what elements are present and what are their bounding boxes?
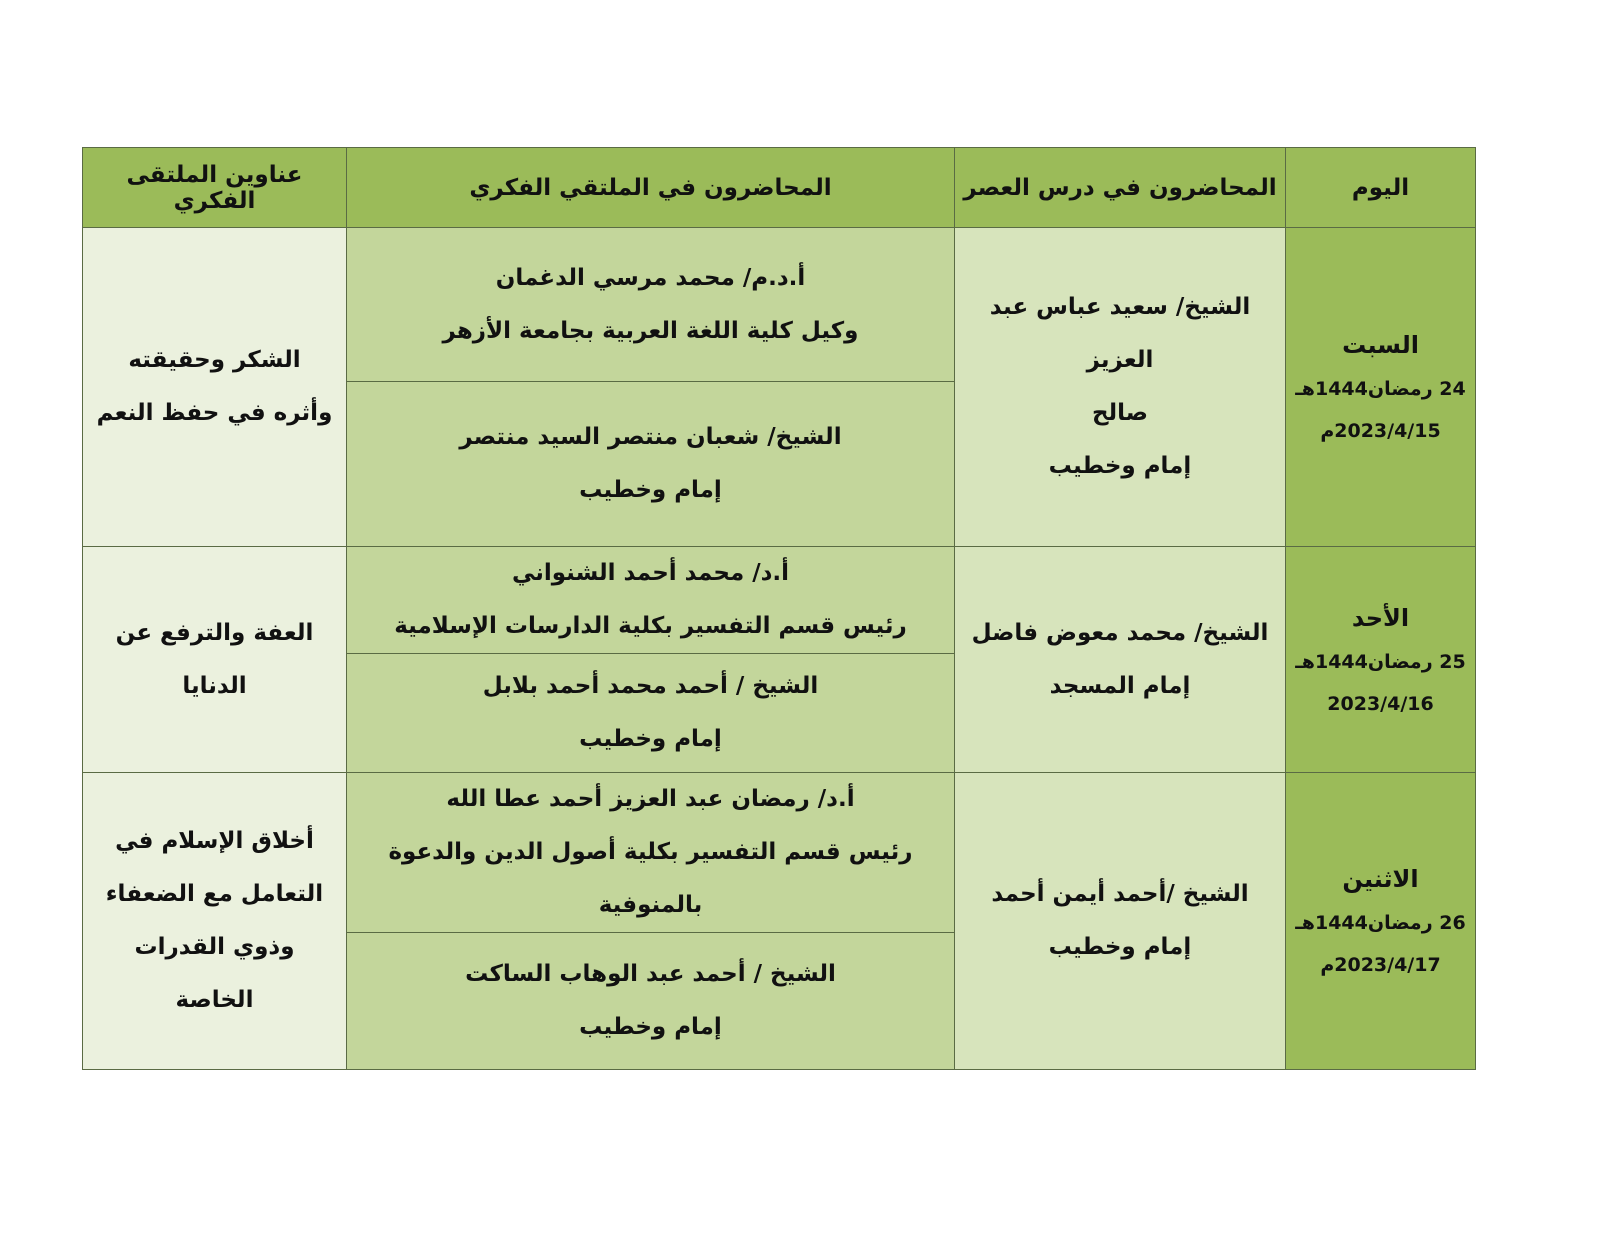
forum-lecturer-cell (347, 228, 955, 382)
day-name: الاثنين (1342, 865, 1419, 893)
topic-title: الشكر وحقيقته وأثره في حفظ النعم (96, 347, 333, 426)
asr-lecturer-cell (955, 228, 1286, 547)
forum-lecturer-cell (347, 654, 955, 773)
lecturer-name: الشيخ / أحمد محمد أحمد بلابل (482, 673, 819, 699)
topic-cell (83, 773, 347, 1070)
header-forum-lecturers: المحاضرون في الملتقي الفكري (347, 148, 955, 228)
lecturer-title: رئيس قسم التفسير بكلية الدارسات الإسلامية (394, 613, 907, 639)
hijri-date: 24 رمضان1444هـ (1295, 378, 1466, 400)
table-row (83, 228, 1476, 382)
topic-cell (83, 547, 347, 773)
table-row (83, 773, 1476, 933)
topic-cell (83, 228, 347, 547)
lecturer-name: أ.د/ محمد أحمد الشنواني (511, 560, 790, 586)
lecturer-title: إمام وخطيب (579, 726, 722, 752)
gregorian-date: 2023/4/17م (1320, 954, 1441, 976)
lecturer-title: إمام وخطيب (579, 477, 722, 503)
asr-lecturer-title: إمام وخطيب (1048, 934, 1192, 960)
lecturer-name: أ.د/ رمضان عبد العزيز أحمد عطا الله (446, 786, 855, 812)
asr-lecturer-name: الشيخ/ محمد معوض فاضل (971, 619, 1269, 646)
header-day: اليوم (1286, 148, 1476, 228)
topic-title: أخلاق الإسلام في التعامل مع الضعفاء وذوي القدرات الخاصة (105, 828, 324, 1013)
hijri-date: 26 رمضان1444هـ (1295, 912, 1466, 934)
day-name: الأحد (1351, 603, 1410, 632)
asr-lecturer-name: الشيخ /أحمد أيمن أحمد (991, 881, 1249, 907)
gregorian-date: 2023/4/15م (1320, 420, 1441, 442)
asr-lecturer-cell (955, 773, 1286, 1070)
day-cell (1286, 773, 1476, 1070)
asr-lecturer-cell (955, 547, 1286, 773)
hijri-date: 25 رمضان1444هـ (1295, 650, 1466, 673)
lecturer-name: الشيخ / أحمد عبد الوهاب الساكت (465, 961, 836, 987)
forum-lecturer-cell (347, 382, 955, 547)
table-row (83, 547, 1476, 654)
lecturer-name: الشيخ/ شعبان منتصر السيد منتصر (459, 424, 842, 450)
schedule-table (82, 147, 1476, 1070)
header-forum-titles: عناوين الملتقى الفكري (83, 148, 347, 228)
topic-title: العفة والترفع عن الدنايا (115, 619, 314, 699)
day-cell (1286, 228, 1476, 547)
forum-lecturer-cell (347, 933, 955, 1070)
forum-lecturer-cell (347, 773, 955, 933)
forum-lecturer-cell (347, 547, 955, 654)
asr-lecturer-title: إمام المسجد (1049, 672, 1191, 699)
asr-lecturer-name-cont: صالح (1091, 400, 1149, 426)
asr-lecturer-title: إمام وخطيب (1048, 453, 1192, 479)
lecturer-title: رئيس قسم التفسير بكلية أصول الدين والدعوة بالمنوفية (388, 839, 913, 918)
day-cell (1286, 547, 1476, 773)
lecturer-title: وكيل كلية اللغة العربية بجامعة الأزهر (442, 317, 859, 344)
header-asr-lecturers: المحاضرون في درس العصر (955, 148, 1286, 228)
day-name: السبت (1342, 331, 1419, 359)
asr-lecturer-name: الشيخ/ سعيد عباس عبد العزيز (989, 294, 1251, 373)
header-row (83, 148, 1476, 228)
lecturer-name: أ.د.م/ محمد مرسي الدغمان (495, 264, 806, 291)
lecturer-title: إمام وخطيب (579, 1014, 722, 1040)
gregorian-date: 2023/4/16 (1327, 692, 1434, 715)
